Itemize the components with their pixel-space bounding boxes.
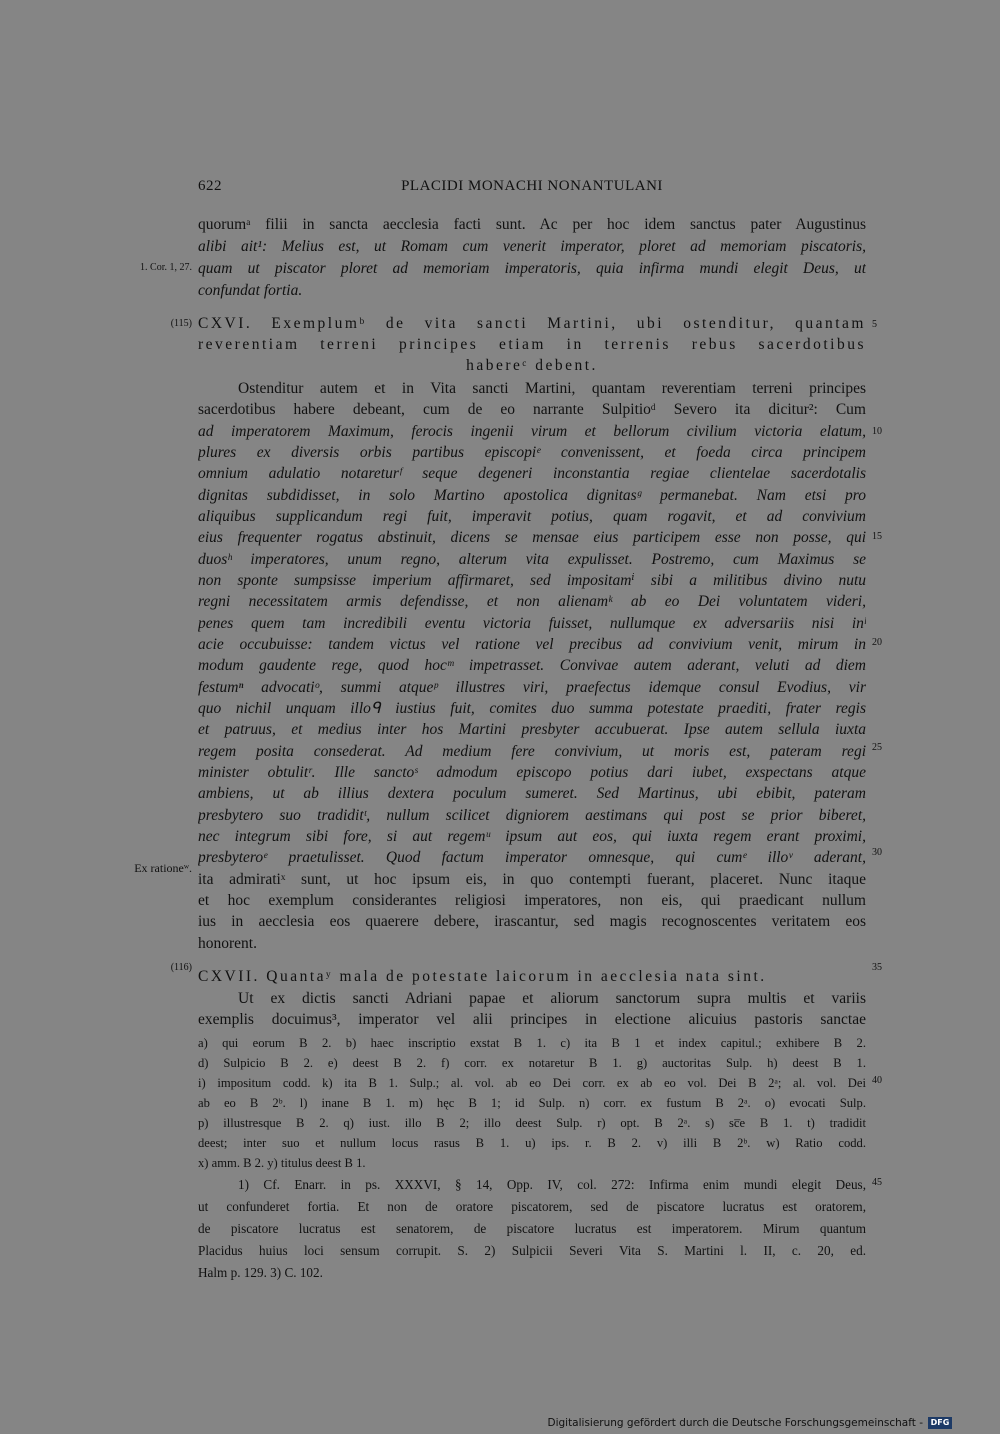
footnote-line: Halm p. 129. 3) C. 102. (198, 1265, 323, 1280)
text-line: quo nichil unquam illoᑫ iustius fuit, comites duo summa potestate praediti, frater regis (198, 700, 866, 717)
line-number: 40 (872, 1075, 882, 1086)
apparatus-line: d) Sulpicio B 2. e) deest B 2. f) corr. ex notaretur B 1. g) auctoritas Sulp. h) deest B 1. (198, 1056, 866, 1070)
text-line: presbyteroᵉ praetulisset. Quod factum imperator omnesque, qui cumᵉ illoᵛ aderant, (198, 849, 866, 866)
line-number: 10 (872, 426, 882, 437)
footnote-line: Placidus huius loci sensum corrupit. S. 2) Sulpicii Severi Vita S. Martini l. II, c. 20, ed. (198, 1243, 866, 1258)
text-line: et hoc exemplum considerantes religiosi imperatores, non eis, qui praedicant nullum (198, 892, 866, 909)
text-line: exemplis docuimus³, imperator vel alii principes in electione alicuius pastoris sanctae (198, 1011, 866, 1028)
apparatus-line: x) amm. B 2. y) titulus deest B 1. (198, 1156, 366, 1170)
digitization-credit (547, 1416, 952, 1430)
text-line: Ostenditur autem et in Vita sancti Martini, quantam reverentiam terreni principes (238, 380, 866, 397)
text-line: presbytero suo tradiditᵗ, nullum scilicet digniorem aestimans qui post se prior biberet, (198, 807, 866, 824)
dfg-logo: DFG (928, 1417, 952, 1429)
text-line: sacerdotibus habere debeant, cum de eo narrante Sulpitioᵈ Severo ita dicitur²: Cum (198, 401, 866, 418)
text-line: ita admiratiˣ sunt, ut hoc ipsum eis, in quo contempti fuerant, placeret. Nunc itaque (198, 871, 866, 888)
line-number: 30 (872, 847, 882, 858)
margin-reference: 1. Cor. 1, 27. (140, 262, 192, 273)
line-number: 25 (872, 742, 882, 753)
text-line: plures ex diversis orbis partibus episcopiᵉ convenissent, et foeda circa principem (198, 444, 866, 461)
line-number: 15 (872, 531, 882, 542)
text-line: festumⁿ advocatiᵒ, summi atqueᵖ illustres viri, praefectus idemque consul Evodius, vir (198, 679, 866, 696)
apparatus-line: p) illustresque B 2. q) iust. illo B 2; illo deest Sulp. r) opt. B 2ᵃ. s) sc̅e B 1. t) tradidit (198, 1116, 866, 1130)
chapter-heading: habereᶜ debent. (466, 357, 598, 374)
text-line: nec integrum sibi fore, si aut regemᵘ ipsum aut eos, qui iuxta regem erant proximi, (198, 828, 866, 845)
page-header (198, 178, 866, 202)
chapter-heading: CXVII. Quantaʸ mala de potestate laicorum in aecclesia nata sint. (198, 968, 767, 985)
credit-text: Digitalisierung gefördert durch die Deutsche Forschungsgemeinschaft - (547, 1417, 923, 1429)
text-line: ius in aecclesia eos quaerere debere, irascantur, sed magis recognoscentes veritatem eos (198, 913, 866, 930)
chapter-marker: (115) (170, 318, 192, 329)
text-line: ambiens, ut ab illius dextera poculum sumeret. Sed Martinus, ubi ebibit, pateram (198, 785, 866, 802)
footnote-line: ut confunderet fortia. Et non de oratore piscatorem, sed de piscatore lucratus est oratorem, (198, 1199, 866, 1214)
line-number: 20 (872, 637, 882, 648)
text-line: modum gaudente rege, quod hocᵐ impetrasset. Convivae autem aderant, veluti ad diem (198, 657, 866, 674)
text-line: Ut ex dictis sancti Adriani papae et aliorum sanctorum supra multis et variis (238, 990, 866, 1007)
chapter-heading: CXVI. Exemplumᵇ de vita sancti Martini, ubi ostenditur, quantam (198, 315, 866, 332)
text-line: regem posita consederat. Ad medium fere convivium, ut moris est, pateram regi (198, 743, 866, 760)
text-line: omnium adulatio notareturᶠ seque degeneri inconstantia regiae clientelae sacerdotalis (198, 465, 866, 482)
text-line: eius frequenter rogatus abstinuit, dicens se mensae eius participem esse non posse, qui (198, 529, 866, 546)
apparatus-line: a) qui eorum B 2. b) haec inscriptio exstat B 1. c) ita B 1 et index capitul.; exhibere B 2. (198, 1036, 866, 1050)
apparatus-line: i) impositum codd. k) ita B 1. Sulp.; al. vol. ab eo Dei corr. ex ab eo vol. Dei B 2ᵃ; al. vol. Dei (198, 1076, 866, 1090)
text-line: ad imperatorem Maximum, ferocis ingenii virum et bellorum civilium victoria elatum, (198, 423, 866, 440)
text-line: regni necessitatem armis defendisse, et non alienamᵏ ab eo Dei voluntatem videri, (198, 593, 866, 610)
footnote-line: de piscatore lucratus est senatorem, de piscatore lucratus est imperatorem. Mirum quantum (198, 1221, 866, 1236)
running-title: PLACIDI MONACHI NONANTULANI (401, 178, 663, 194)
text-line: honorent. (198, 935, 257, 952)
text-line: penes quem tam incredibili eventu victoria fuisset, nullumque ex adversariis nisi inˡ (198, 615, 866, 632)
text-line: quam ut piscator ploret ad memoriam imperatoris, quia infirma mundi elegit Deus, ut (198, 260, 866, 277)
text-line: confundat fortia. (198, 282, 303, 299)
line-number: 45 (872, 1177, 882, 1188)
footnote-line: 1) Cf. Enarr. in ps. XXXVI, § 14, Opp. IV, col. 272: Infirma enim mundi elegit Deus, (238, 1177, 866, 1192)
apparatus-line: ab eo B 2ᵇ. l) inane B 1. m) hęc B 1; id Sulp. n) corr. ex fustum B 2ᵃ. o) evocati Sulp. (198, 1096, 866, 1110)
apparatus-line: deest; inter suo et nullum locus rasus B 1. u) ips. r. B 2. v) illi B 2ᵇ. w) Ratio codd. (198, 1136, 866, 1150)
text-line: acie occubuisse: tandem victus vel ratione vel precibus ad convivium venit, mirum in (198, 636, 866, 653)
chapter-heading: reverentiam terreni principes etiam in terrenis rebus sacerdotibus (198, 336, 866, 353)
page-number: 622 (198, 178, 222, 194)
text-line: minister obtulitʳ. Ille sanctoˢ admodum episcopo potius dari iubet, exspectans atque (198, 764, 866, 781)
text-line: duosʰ imperatores, unum regno, alterum vita expulisset. Postremo, cum Maximus se (198, 551, 866, 568)
margin-reference: Ex rationeʷ. (134, 861, 192, 875)
text-line: alibi ait¹: Melius est, ut Romam cum venerit imperator, ploret ad memoriam piscatoris, (198, 238, 866, 255)
text-line: dignitas subdidisset, in solo Martino apostolica dignitasᵍ permanebat. Nam etsi pro (198, 487, 866, 504)
text-line: non sponte sumpsisse imperium affirmaret, sed impositamⁱ sibi a militibus divino nutu (198, 572, 866, 589)
text-line: quorumᵃ filii in sancta aecclesia facti sunt. Ac per hoc idem sanctus pater Augustinus (198, 216, 866, 233)
chapter-marker: (116) (170, 962, 192, 973)
text-line: aliquibus supplicandum regi fuit, imperavit potius, quam rogavit, et ad convivium (198, 508, 866, 525)
text-line: et patruus, et medius inter hos Martini presbyter accubuerat. Ipse autem sellula iuxta (198, 721, 866, 738)
line-number: 35 (872, 962, 882, 973)
line-number: 5 (872, 319, 877, 330)
